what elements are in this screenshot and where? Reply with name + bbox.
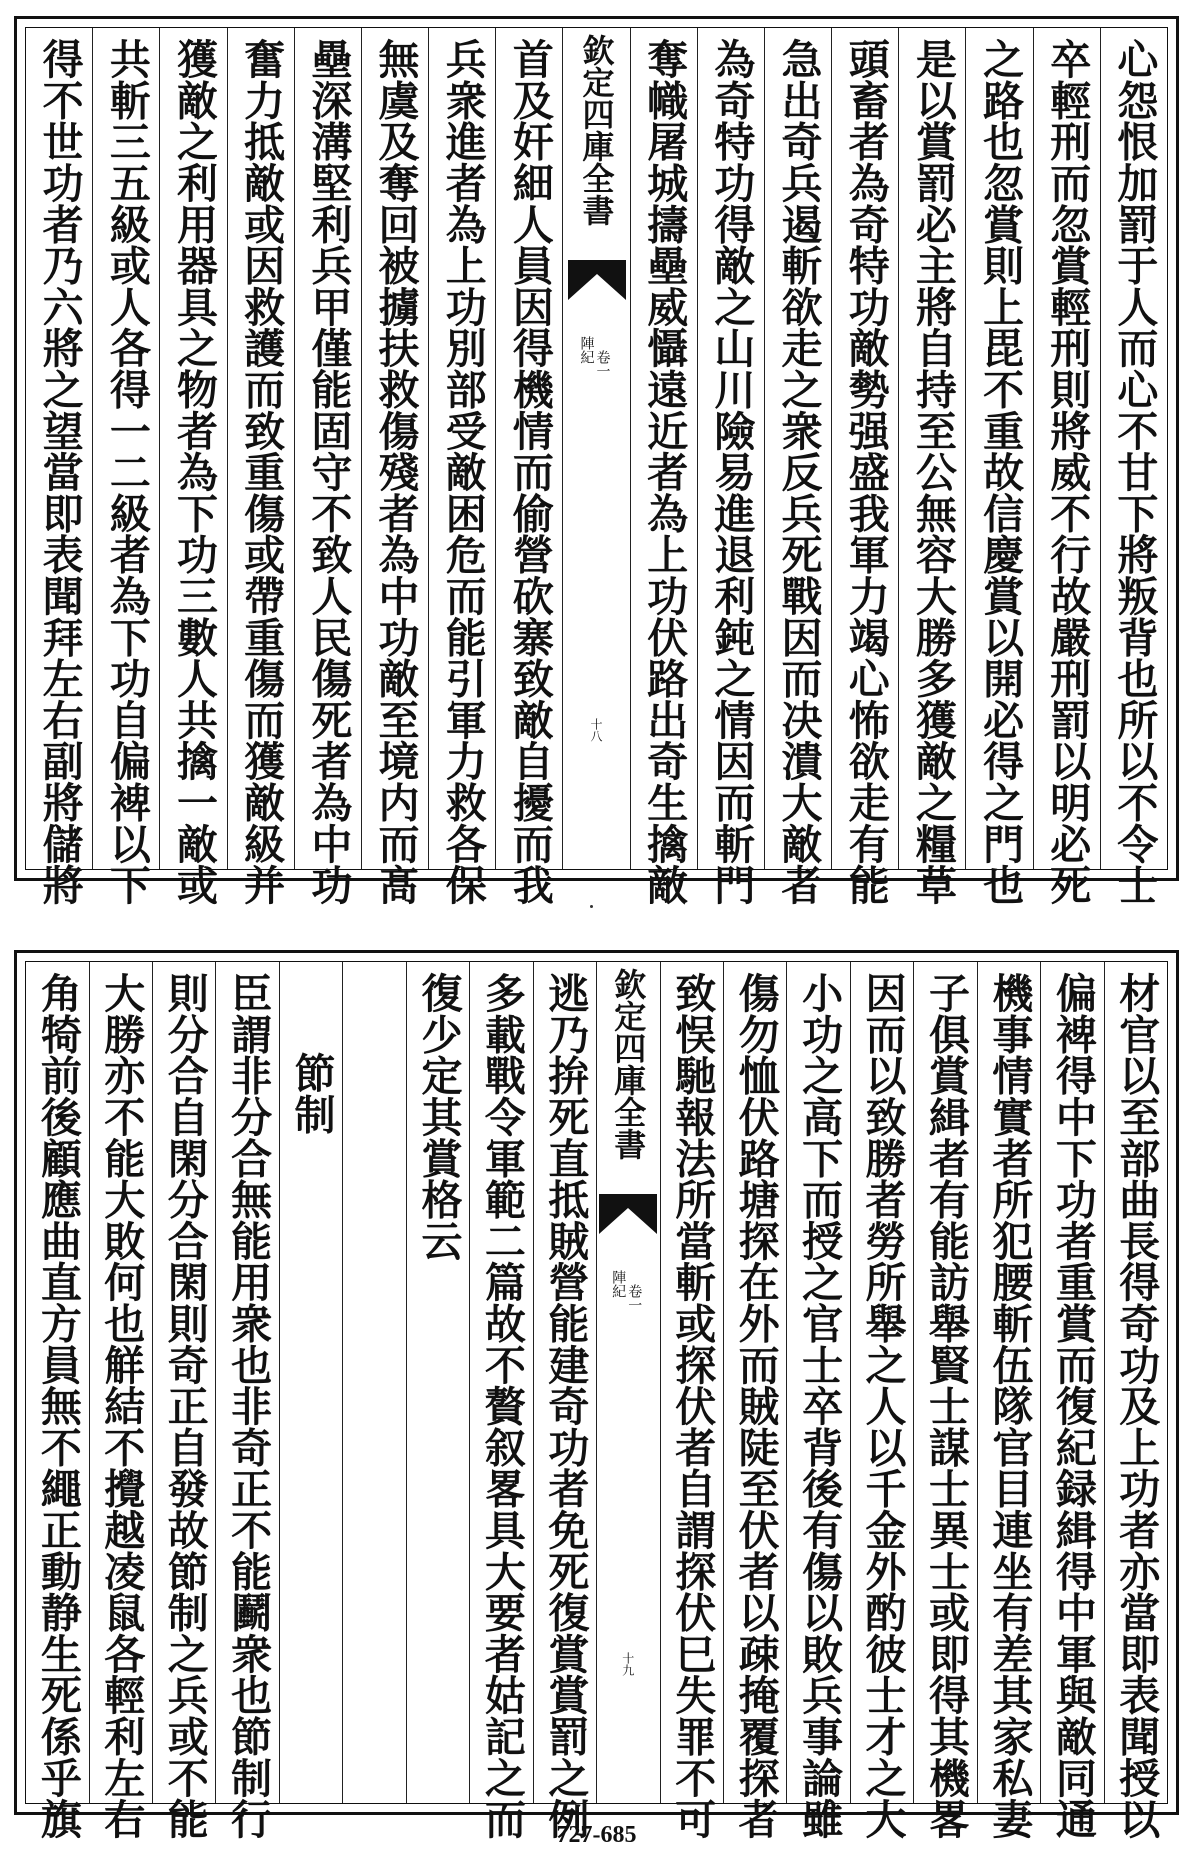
- text-column: 得不世功者乃六將之望當即表聞拜左右副將儲將: [35, 38, 84, 906]
- text-column: 臣謂非分合無能用衆也非奇正不能鬬衆也節制行: [215, 962, 278, 1803]
- text-column: 急出奇兵遏斬欲走之衆反兵死戰因而决潰大敵者: [764, 28, 831, 869]
- catalog-page-code: 727-685: [556, 1822, 637, 1848]
- text-column: 壘深溝堅利兵甲僅能固守不致人民傷死者為中功: [294, 28, 361, 869]
- text-column: 共斬三五級或人各得一二級者為下功自偏裨以下: [92, 28, 159, 869]
- text-column: 心怨恨加罰于人而心不甘下將叛背也所以不令士: [1100, 28, 1167, 869]
- center-fold-column: [596, 962, 659, 1803]
- header-title: 欽定四庫全書: [577, 34, 616, 226]
- page-number: 十九: [620, 1652, 635, 1676]
- text-column: 子俱賞緝者有能訪舉賢士謀士異士或即得其機畧: [913, 962, 976, 1803]
- text-column: 奪幟屠城擣壘威懾遠近者為上功伏路出奇生擒敵: [630, 28, 697, 869]
- top-page-frame: [25, 27, 1168, 906]
- text-column: 傷勿恤伏路塘探在外而賊陡至伏者以疎掩覆探者: [723, 962, 786, 1803]
- fish-tail-mark-icon: [568, 260, 626, 300]
- fish-tail-mark-icon: [599, 1194, 657, 1234]
- text-column: 則分合自閑分合閑則奇正自發故節制之兵或不能: [152, 962, 215, 1803]
- text-column: 之路也忽賞則上毘不重故信慶賞以開必得之門也: [965, 28, 1032, 869]
- text-column: 頭畜者為奇特功敵勢强盛我軍力竭心怖欲走有能: [831, 28, 898, 869]
- text-column: 小功之高下而授之官士卒背後有傷以敗兵事論雖: [786, 962, 849, 1803]
- scan-speck: [590, 905, 593, 908]
- text-column: 獲敵之利用器具之物者為下功三數人共擒一敵或: [159, 28, 226, 869]
- text-column: 大勝亦不能大敗何也觧結不攪越凌鼠各輕利左右: [89, 962, 152, 1803]
- blank-column: [342, 962, 405, 1803]
- section-label: 陣紀: [610, 1270, 627, 1298]
- text-column: 因而以致勝者勞所舉之人以千金外酌彼士才之大: [850, 962, 913, 1803]
- top-page: [14, 16, 1179, 906]
- text-column: 為奇特功得敵之山川險易進退利鈍之情因而斬門: [697, 28, 764, 869]
- section-heading-column: [279, 962, 342, 1803]
- section-heading: 節制: [287, 1052, 336, 1135]
- text-column: 偏裨得中下功者重賞而復紀録緝得中軍與敵同通: [1040, 962, 1103, 1803]
- text-column: 復少定其賞格云: [406, 962, 469, 1803]
- center-fold-column: [562, 28, 629, 869]
- text-column: 逃乃拚死直抵賊營能建奇功者免死復賞賞罰之例: [533, 962, 596, 1803]
- text-column: 是以賞罰必主將自持至公無容大勝多獲敵之糧草: [898, 28, 965, 869]
- juan-label: 卷一: [626, 1284, 643, 1312]
- top-page-columns: [26, 28, 1167, 906]
- text-column: 致悮馳報法所當斬或探伏者自謂探伏巳失罪不可: [660, 962, 723, 1803]
- text-column: 首及奸細人員因得機情而偷營砍寨致敵自擾而我: [495, 28, 562, 869]
- text-column: 卒輕刑而忽賞輕刑則將威不行故嚴刑罰以明必死: [1033, 28, 1100, 869]
- text-column: 兵衆進者為上功別部受敵困危而能引軍力救各保: [428, 28, 495, 869]
- text-column: 多載戰令軍範二篇故不贅叙畧具大要者姑記之而: [469, 962, 532, 1803]
- juan-label: 卷一: [594, 350, 611, 378]
- text-column: 無虞及奪回被擄扶救傷殘者為中功敵至境内而髙: [361, 28, 428, 869]
- text-column: 角犄前後顧應曲直方員無不繩正動静生死係乎旗: [33, 972, 82, 1840]
- page-number: 十八: [589, 718, 604, 742]
- text-column: 機事情實者所犯腰斬伍隊官目連坐有差其家私妻: [977, 962, 1040, 1803]
- header-title: 欽定四庫全書: [609, 968, 648, 1160]
- section-label: 陣紀: [578, 336, 595, 364]
- text-column: 奮力抵敵或因救護而致重傷或帶重傷而獲敵級并: [227, 28, 294, 869]
- text-column: 材官以至部曲長得奇功及上功者亦當即表聞授以: [1104, 962, 1167, 1803]
